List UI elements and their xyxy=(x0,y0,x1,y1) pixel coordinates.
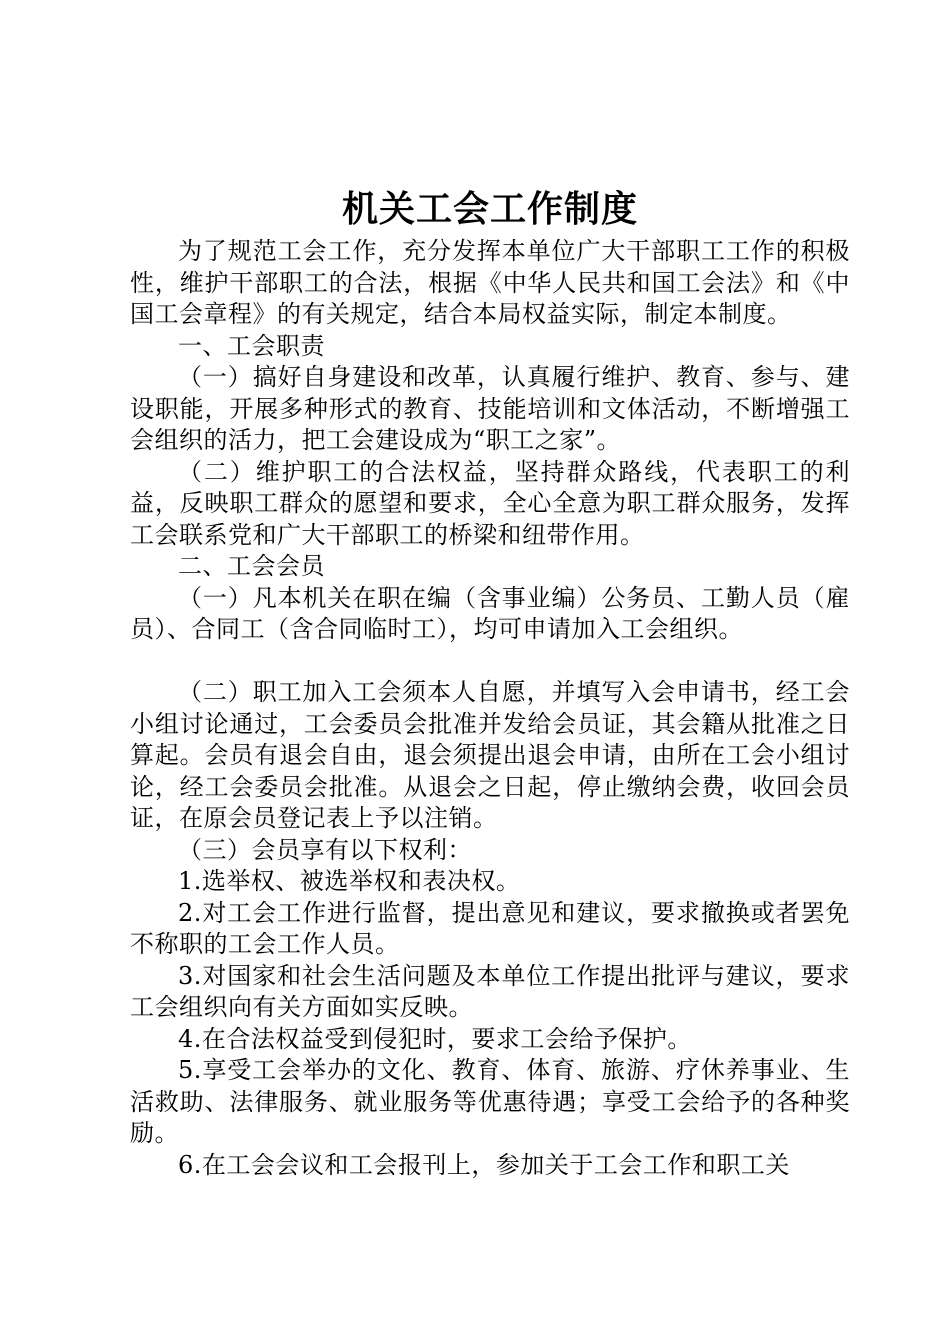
list-item-right-5: 5.享受工会举办的文化、教育、体育、旅游、疗休养事业、生活救助、法律服务、就业服务等优惠待遇；享受工会给予的各种奖励。 xyxy=(130,1056,850,1147)
document-page xyxy=(130,186,850,1181)
document-title: 机关工会工作制度 xyxy=(341,188,638,230)
list-item-right-2: 2.对工会工作进行监督，提出意见和建议，要求撤换或者罢免不称职的工会工作人员。 xyxy=(130,898,850,958)
paragraph-duty-2: （二）维护职工的合法权益，坚持群众路线，代表职工的利益，反映职工群众的愿望和要求，全心全意为职工群众服务，发挥工会联系党和广大干部职工的桥梁和纽带作用。 xyxy=(130,457,850,549)
section-heading-duties: 一、工会职责 xyxy=(178,331,325,360)
paragraph-duty-1: （一）搞好自身建设和改革，认真履行维护、教育、参与、建设职能，开展多种形式的教育、技能培训和文体活动，不断增强工会组织的活力，把工会建设成为“职工之家”。 xyxy=(130,363,850,454)
section-heading-members: 二、工会会员 xyxy=(178,552,325,580)
blank-line xyxy=(130,646,850,678)
list-item-right-3: 3.对国家和社会生活问题及本单位工作提出批评与建议，要求工会组织向有关方面如实反映。 xyxy=(130,961,850,1021)
paragraph-member-1: （一）凡本机关在职在编（含事业编）公务员、工勤人员（雇员）、合同工（含合同临时工），均可申请加入工会组织。 xyxy=(130,583,850,643)
paragraph-rights-heading: （三）会员享有以下权利： xyxy=(178,835,472,864)
list-item-right-4: 4.在合法权益受到侵犯时，要求工会给予保护。 xyxy=(178,1024,692,1053)
paragraph-member-2: （二）职工加入工会须本人自愿，并填写入会申请书，经工会小组讨论通过，工会委员会批准并发给会员证，其会籍从批准之日算起。会员有退会自由，退会须提出退会申请，由所在工会小组讨论，经工会委员会批准。从退会之日起，停止缴纳会费，收回会员证，在原会员登记表上予以注销。 xyxy=(130,678,850,832)
paragraph-intro: 为了规范工会工作，充分发挥本单位广大干部职工工作的积极性，维护干部职工的合法，根据《中华人民共和国工会法》和《中国工会章程》的有关规定，结合本局权益实际，制定本制度。 xyxy=(130,237,850,328)
list-item-right-1: 1.选举权、被选举权和表决权。 xyxy=(178,867,521,895)
list-item-right-6: 6.在工会会议和工会报刊上，参加关于工会工作和职工关 xyxy=(178,1150,790,1179)
